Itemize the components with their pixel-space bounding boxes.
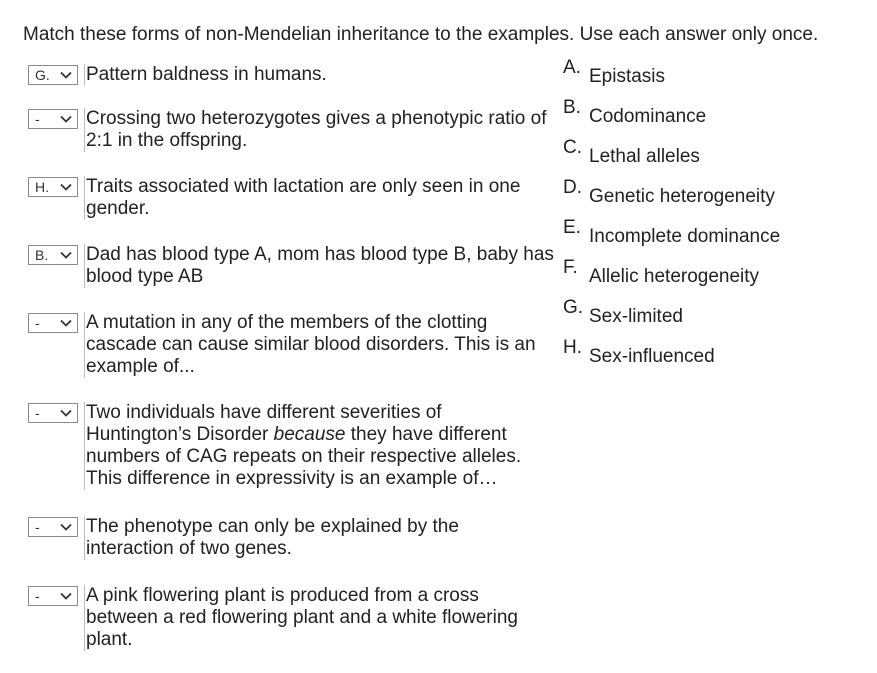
- question-text-3: Traits associated with lactation are only seen in one gender.: [84, 176, 566, 220]
- question-text-8: A pink flowering plant is produced from a cross between a red flowering plant and a white flowering plant.: [84, 585, 546, 651]
- answer-option-g: [563, 298, 863, 328]
- answer-text: Epistasis: [589, 66, 666, 87]
- answer-select-value: -: [35, 588, 40, 604]
- answer-select-value: B.: [35, 247, 49, 263]
- answer-option-e: [563, 218, 863, 248]
- answer-option-f: [563, 258, 863, 288]
- answer-select-3[interactable]: [28, 177, 78, 197]
- question-text-5: A mutation in any of the members of the clotting cascade can cause similar blood disorders. This is an example of...: [84, 312, 556, 378]
- answer-select-value: G.: [35, 67, 50, 83]
- chevron-down-icon: [60, 250, 72, 260]
- answer-letter: E.: [563, 217, 581, 238]
- chevron-down-icon: [60, 182, 72, 192]
- answer-text: Incomplete dominance: [589, 226, 781, 247]
- answer-select-7[interactable]: [28, 517, 78, 537]
- chevron-down-icon: [60, 70, 72, 80]
- chevron-down-icon: [60, 408, 72, 418]
- chevron-down-icon: [60, 591, 72, 601]
- question-text-part: Two individuals have different severities of Huntington’s Disorder: [86, 402, 442, 445]
- answer-select-1[interactable]: [28, 65, 78, 85]
- answer-option-h: [563, 338, 863, 368]
- answer-letter: H.: [563, 337, 582, 358]
- answer-select-6[interactable]: [28, 403, 78, 423]
- answer-letter: F.: [563, 257, 578, 278]
- answer-text: Sex-limited: [589, 306, 683, 327]
- question-text-7: The phenotype can only be explained by the interaction of two genes.: [84, 516, 486, 560]
- answer-select-value: -: [35, 405, 40, 421]
- answer-option-d: [563, 178, 863, 208]
- answer-text: Lethal alleles: [589, 146, 700, 167]
- chevron-down-icon: [60, 318, 72, 328]
- answer-select-4[interactable]: [28, 245, 78, 265]
- chevron-down-icon: [60, 114, 72, 124]
- question-text-2: Crossing two heterozygotes gives a phenotypic ratio of 2:1 in the offspring.: [84, 108, 566, 152]
- answer-select-5[interactable]: [28, 313, 78, 333]
- answer-letter: C.: [563, 137, 582, 158]
- answer-letter: A.: [563, 57, 581, 78]
- answer-letter: G.: [563, 297, 584, 318]
- answer-option-b: [563, 98, 863, 128]
- answer-select-2[interactable]: [28, 109, 78, 129]
- answer-text: Genetic heterogeneity: [589, 186, 775, 207]
- answer-option-a: [563, 58, 863, 88]
- answer-select-value: -: [35, 111, 40, 127]
- question-text-part: they have different numbers of CAG repeats on their respective alleles. This difference in expressivity is an example of…: [86, 424, 522, 489]
- answer-text: Allelic heterogeneity: [589, 266, 760, 287]
- instructions: Match these forms of non-Mendelian inheritance to the examples. Use each answer only once.: [23, 24, 819, 45]
- answer-letter: D.: [563, 177, 582, 198]
- answer-letter: B.: [563, 97, 581, 118]
- question-text-4: Dad has blood type A, mom has blood type B, baby has blood type AB: [84, 244, 566, 288]
- chevron-down-icon: [60, 522, 72, 532]
- answer-select-8[interactable]: [28, 586, 78, 606]
- question-text-1: Pattern baldness in humans.: [84, 64, 566, 86]
- answer-select-value: -: [35, 519, 40, 535]
- answer-text: Sex-influenced: [589, 346, 715, 367]
- answer-text: Codominance: [589, 106, 707, 127]
- answer-select-value: H.: [35, 179, 49, 195]
- answer-option-c: [563, 138, 863, 168]
- answer-select-value: -: [35, 315, 40, 331]
- emphasis-text: because: [273, 424, 346, 445]
- question-text-6: [84, 402, 541, 490]
